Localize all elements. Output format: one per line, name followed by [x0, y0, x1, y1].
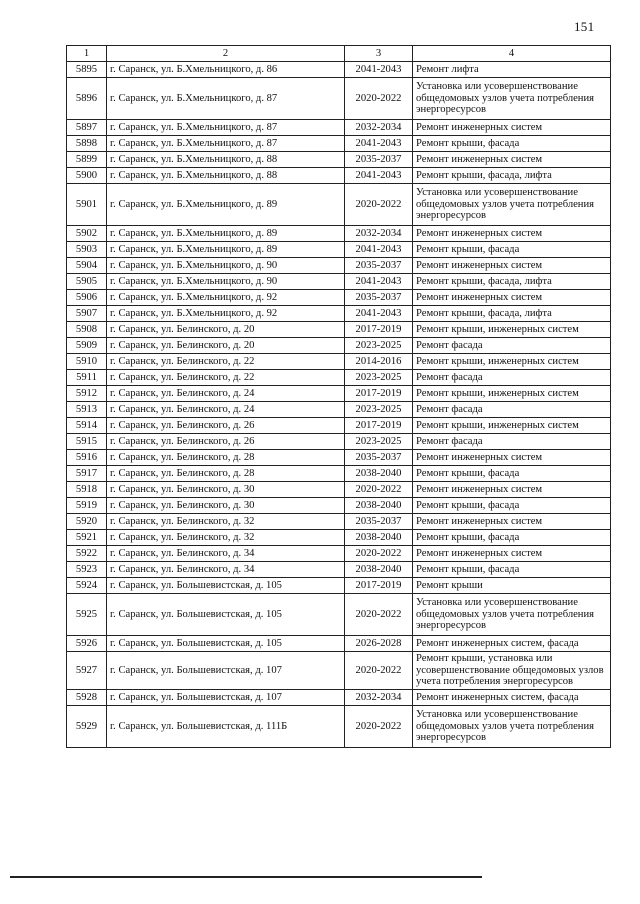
row-years: 2041-2043 — [345, 136, 413, 152]
row-years: 2023-2025 — [345, 338, 413, 354]
row-years: 2020-2022 — [345, 482, 413, 498]
table-row — [67, 402, 611, 418]
row-work: Ремонт крыши, фасада — [413, 530, 611, 546]
row-work: Ремонт крыши, фасада — [413, 466, 611, 482]
row-work: Ремонт инженерных систем, фасада — [413, 636, 611, 652]
table-row — [67, 530, 611, 546]
table-row — [67, 562, 611, 578]
row-years: 2017-2019 — [345, 386, 413, 402]
row-address: г. Саранск, ул. Большевистская, д. 107 — [107, 689, 345, 705]
row-number: 5924 — [67, 578, 107, 594]
row-years: 2038-2040 — [345, 466, 413, 482]
row-years: 2017-2019 — [345, 578, 413, 594]
row-address: г. Саранск, ул. Б.Хмельницкого, д. 87 — [107, 78, 345, 120]
table-row — [67, 482, 611, 498]
row-years: 2038-2040 — [345, 498, 413, 514]
row-years: 2020-2022 — [345, 705, 413, 747]
row-work: Установка или усовершенствование общедомовых узлов учета потребления энергоресурсов — [413, 705, 611, 747]
row-address: г. Саранск, ул. Белинского, д. 22 — [107, 370, 345, 386]
table-row — [67, 120, 611, 136]
row-years: 2041-2043 — [345, 274, 413, 290]
row-address: г. Саранск, ул. Б.Хмельницкого, д. 88 — [107, 168, 345, 184]
table-row — [67, 386, 611, 402]
row-work: Ремонт крыши, инженерных систем — [413, 418, 611, 434]
table-row — [67, 338, 611, 354]
table-row — [67, 152, 611, 168]
column-header-1: 1 — [67, 46, 107, 62]
row-work: Ремонт инженерных систем — [413, 226, 611, 242]
table-body — [67, 62, 611, 748]
row-years: 2023-2025 — [345, 402, 413, 418]
table-row — [67, 322, 611, 338]
row-address: г. Саранск, ул. Большевистская, д. 105 — [107, 578, 345, 594]
table-row — [67, 226, 611, 242]
row-work: Ремонт инженерных систем — [413, 258, 611, 274]
row-address: г. Саранск, ул. Б.Хмельницкого, д. 92 — [107, 306, 345, 322]
table-row — [67, 184, 611, 226]
row-number: 5908 — [67, 322, 107, 338]
row-years: 2035-2037 — [345, 290, 413, 306]
table-row — [67, 652, 611, 690]
row-years: 2035-2037 — [345, 450, 413, 466]
row-address: г. Саранск, ул. Белинского, д. 32 — [107, 530, 345, 546]
table-row — [67, 498, 611, 514]
row-number: 5926 — [67, 636, 107, 652]
row-number: 5917 — [67, 466, 107, 482]
row-years: 2020-2022 — [345, 184, 413, 226]
table-row — [67, 689, 611, 705]
row-work: Ремонт крыши, фасада — [413, 562, 611, 578]
row-number: 5897 — [67, 120, 107, 136]
row-number: 5896 — [67, 78, 107, 120]
row-work: Ремонт крыши — [413, 578, 611, 594]
row-years: 2023-2025 — [345, 434, 413, 450]
table-row — [67, 370, 611, 386]
table-row — [67, 168, 611, 184]
table-row — [67, 274, 611, 290]
row-address: г. Саранск, ул. Б.Хмельницкого, д. 90 — [107, 274, 345, 290]
column-header-3: 3 — [345, 46, 413, 62]
page-number: 151 — [574, 19, 595, 34]
table-row — [67, 418, 611, 434]
row-address: г. Саранск, ул. Белинского, д. 20 — [107, 338, 345, 354]
row-work: Установка или усовершенствование общедомовых узлов учета потребления энергоресурсов — [413, 184, 611, 226]
row-number: 5895 — [67, 62, 107, 78]
table-row — [67, 306, 611, 322]
row-work: Ремонт фасада — [413, 338, 611, 354]
row-address: г. Саранск, ул. Белинского, д. 24 — [107, 386, 345, 402]
row-years: 2041-2043 — [345, 62, 413, 78]
row-work: Ремонт крыши, фасада — [413, 136, 611, 152]
table-row — [67, 450, 611, 466]
row-years: 2035-2037 — [345, 514, 413, 530]
row-address: г. Саранск, ул. Большевистская, д. 105 — [107, 594, 345, 636]
row-number: 5923 — [67, 562, 107, 578]
row-address: г. Саранск, ул. Б.Хмельницкого, д. 92 — [107, 290, 345, 306]
row-number: 5928 — [67, 689, 107, 705]
table-row — [67, 136, 611, 152]
table-row — [67, 546, 611, 562]
row-address: г. Саранск, ул. Белинского, д. 28 — [107, 450, 345, 466]
table-row — [67, 434, 611, 450]
table-row — [67, 78, 611, 120]
row-work: Ремонт крыши, фасада, лифта — [413, 274, 611, 290]
row-work: Ремонт фасада — [413, 434, 611, 450]
row-number: 5899 — [67, 152, 107, 168]
row-work: Ремонт крыши, инженерных систем — [413, 322, 611, 338]
table-row — [67, 578, 611, 594]
row-number: 5905 — [67, 274, 107, 290]
row-number: 5921 — [67, 530, 107, 546]
row-years: 2023-2025 — [345, 370, 413, 386]
row-number: 5906 — [67, 290, 107, 306]
table-row — [67, 594, 611, 636]
row-work: Установка или усовершенствование общедомовых узлов учета потребления энергоресурсов — [413, 594, 611, 636]
row-years: 2020-2022 — [345, 594, 413, 636]
table-row — [67, 636, 611, 652]
row-years: 2041-2043 — [345, 242, 413, 258]
row-work: Ремонт инженерных систем, фасада — [413, 689, 611, 705]
row-number: 5910 — [67, 354, 107, 370]
row-years: 2035-2037 — [345, 152, 413, 168]
row-address: г. Саранск, ул. Б.Хмельницкого, д. 87 — [107, 120, 345, 136]
row-years: 2032-2034 — [345, 120, 413, 136]
row-address: г. Саранск, ул. Большевистская, д. 105 — [107, 636, 345, 652]
row-number: 5904 — [67, 258, 107, 274]
row-number: 5915 — [67, 434, 107, 450]
table-row — [67, 354, 611, 370]
table-row — [67, 242, 611, 258]
row-address: г. Саранск, ул. Б.Хмельницкого, д. 86 — [107, 62, 345, 78]
row-address: г. Саранск, ул. Б.Хмельницкого, д. 90 — [107, 258, 345, 274]
row-address: г. Саранск, ул. Большевистская, д. 107 — [107, 652, 345, 690]
row-number: 5900 — [67, 168, 107, 184]
table-row — [67, 62, 611, 78]
row-years: 2017-2019 — [345, 418, 413, 434]
row-years: 2041-2043 — [345, 168, 413, 184]
row-address: г. Саранск, ул. Белинского, д. 26 — [107, 418, 345, 434]
row-years: 2038-2040 — [345, 562, 413, 578]
row-number: 5903 — [67, 242, 107, 258]
table-row — [67, 290, 611, 306]
row-work: Ремонт крыши, фасада, лифта — [413, 306, 611, 322]
row-address: г. Саранск, ул. Белинского, д. 34 — [107, 562, 345, 578]
row-work: Ремонт инженерных систем — [413, 450, 611, 466]
row-work: Ремонт крыши, фасада — [413, 498, 611, 514]
row-years: 2020-2022 — [345, 78, 413, 120]
row-work: Ремонт инженерных систем — [413, 290, 611, 306]
row-number: 5913 — [67, 402, 107, 418]
table-row — [67, 705, 611, 747]
row-years: 2026-2028 — [345, 636, 413, 652]
row-number: 5920 — [67, 514, 107, 530]
row-work: Ремонт инженерных систем — [413, 546, 611, 562]
row-work: Ремонт инженерных систем — [413, 120, 611, 136]
row-number: 5912 — [67, 386, 107, 402]
row-address: г. Саранск, ул. Б.Хмельницкого, д. 89 — [107, 242, 345, 258]
row-years: 2020-2022 — [345, 652, 413, 690]
row-number: 5918 — [67, 482, 107, 498]
row-number: 5914 — [67, 418, 107, 434]
row-work: Ремонт инженерных систем — [413, 514, 611, 530]
row-years: 2035-2037 — [345, 258, 413, 274]
row-work: Ремонт крыши, установка или усовершенствование общедомовых узлов учета потребления энергоресурсов — [413, 652, 611, 690]
row-number: 5911 — [67, 370, 107, 386]
row-address: г. Саранск, ул. Б.Хмельницкого, д. 87 — [107, 136, 345, 152]
row-number: 5927 — [67, 652, 107, 690]
row-number: 5901 — [67, 184, 107, 226]
row-work: Ремонт инженерных систем — [413, 152, 611, 168]
row-address: г. Саранск, ул. Б.Хмельницкого, д. 89 — [107, 184, 345, 226]
row-address: г. Саранск, ул. Белинского, д. 30 — [107, 482, 345, 498]
row-address: г. Саранск, ул. Белинского, д. 34 — [107, 546, 345, 562]
row-number: 5907 — [67, 306, 107, 322]
footer-rule — [10, 876, 482, 878]
row-years: 2014-2016 — [345, 354, 413, 370]
row-work: Установка или усовершенствование общедомовых узлов учета потребления энергоресурсов — [413, 78, 611, 120]
row-address: г. Саранск, ул. Большевистская, д. 111Б — [107, 705, 345, 747]
row-address: г. Саранск, ул. Белинского, д. 30 — [107, 498, 345, 514]
row-work: Ремонт крыши, фасада — [413, 242, 611, 258]
row-work: Ремонт инженерных систем — [413, 482, 611, 498]
row-years: 2017-2019 — [345, 322, 413, 338]
row-address: г. Саранск, ул. Белинского, д. 20 — [107, 322, 345, 338]
table-row — [67, 258, 611, 274]
table-row — [67, 466, 611, 482]
row-years: 2041-2043 — [345, 306, 413, 322]
row-work: Ремонт фасада — [413, 402, 611, 418]
row-number: 5922 — [67, 546, 107, 562]
column-header-4: 4 — [413, 46, 611, 62]
row-number: 5916 — [67, 450, 107, 466]
row-number: 5909 — [67, 338, 107, 354]
row-work: Ремонт крыши, фасада, лифта — [413, 168, 611, 184]
row-work: Ремонт крыши, инженерных систем — [413, 354, 611, 370]
row-address: г. Саранск, ул. Б.Хмельницкого, д. 89 — [107, 226, 345, 242]
row-address: г. Саранск, ул. Белинского, д. 24 — [107, 402, 345, 418]
row-number: 5919 — [67, 498, 107, 514]
table-header-row — [67, 46, 611, 62]
column-header-2: 2 — [107, 46, 345, 62]
row-years: 2032-2034 — [345, 689, 413, 705]
row-number: 5929 — [67, 705, 107, 747]
row-work: Ремонт крыши, инженерных систем — [413, 386, 611, 402]
row-years: 2038-2040 — [345, 530, 413, 546]
row-address: г. Саранск, ул. Белинского, д. 22 — [107, 354, 345, 370]
row-work: Ремонт фасада — [413, 370, 611, 386]
repair-schedule-table — [66, 45, 611, 748]
row-address: г. Саранск, ул. Белинского, д. 28 — [107, 466, 345, 482]
row-years: 2032-2034 — [345, 226, 413, 242]
row-years: 2020-2022 — [345, 546, 413, 562]
row-number: 5898 — [67, 136, 107, 152]
row-address: г. Саранск, ул. Б.Хмельницкого, д. 88 — [107, 152, 345, 168]
row-number: 5925 — [67, 594, 107, 636]
row-address: г. Саранск, ул. Белинского, д. 26 — [107, 434, 345, 450]
row-address: г. Саранск, ул. Белинского, д. 32 — [107, 514, 345, 530]
row-number: 5902 — [67, 226, 107, 242]
row-work: Ремонт лифта — [413, 62, 611, 78]
table-row — [67, 514, 611, 530]
